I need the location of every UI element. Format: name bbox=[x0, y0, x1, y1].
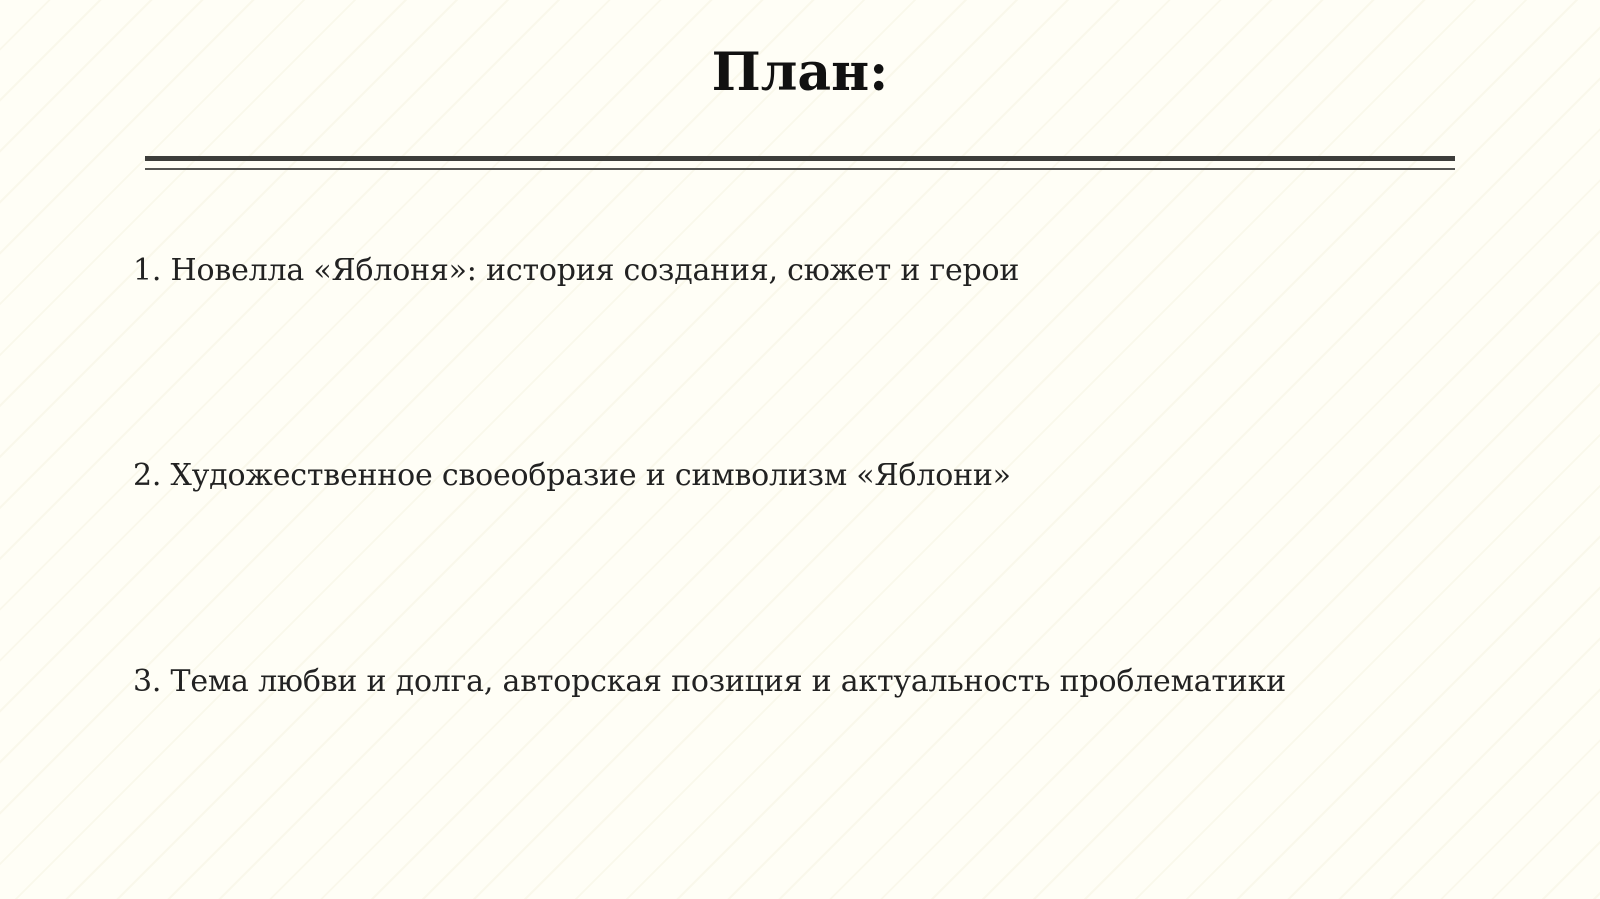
plan-item-1: 1. Новелла «Яблоня»: история создания, сюжет и герои bbox=[133, 253, 1020, 288]
plan-item-3: 3. Тема любви и долга, авторская позиция и актуальность проблематики bbox=[133, 664, 1286, 699]
plan-item-2: 2. Художественное своеобразие и символизм «Яблони» bbox=[133, 458, 1011, 493]
title-divider-thick bbox=[145, 156, 1455, 161]
slide-title: План: bbox=[711, 42, 889, 103]
title-divider-thin bbox=[145, 168, 1455, 170]
